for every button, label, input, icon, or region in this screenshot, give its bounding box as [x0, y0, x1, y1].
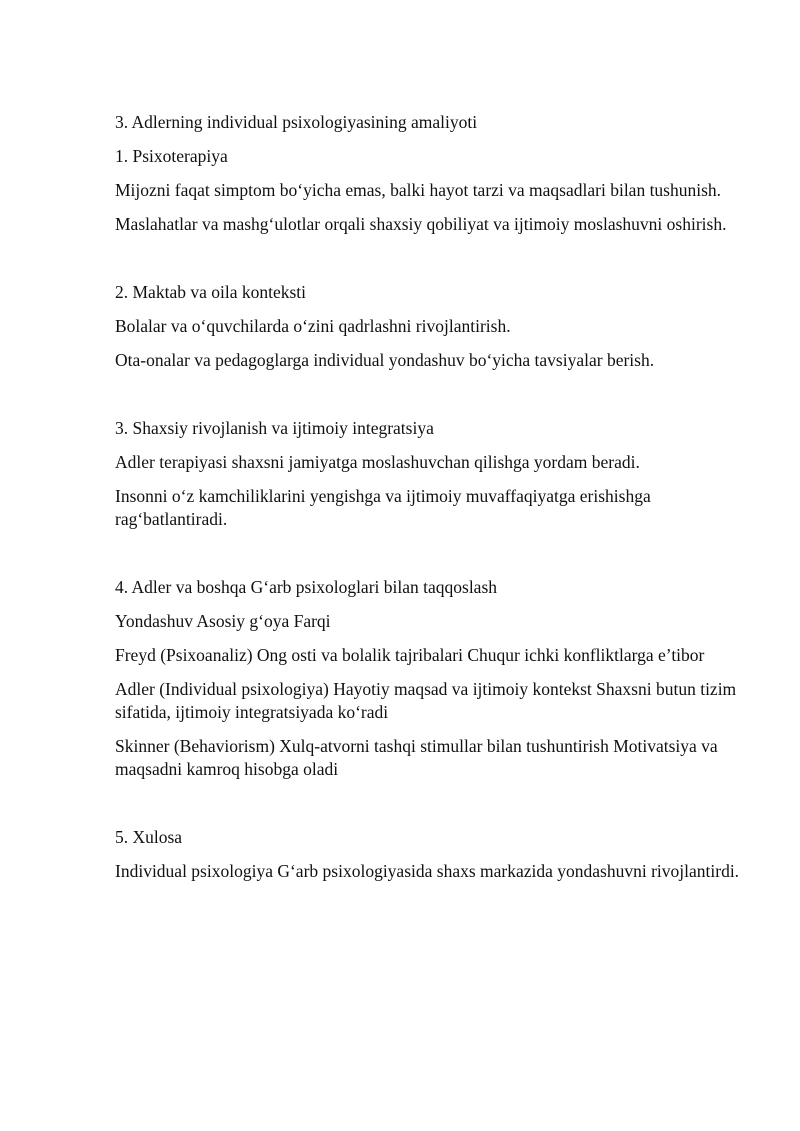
paragraph: Maslahatlar va mashg‘ulotlar orqali shaxsiy qobiliyat va ijtimoiy moslashuvni oshirish.	[115, 214, 727, 234]
paragraph: Individual psixologiya G‘arb psixologiyasida shaxs markazida yondashuvni rivojlantirdi.	[115, 861, 740, 881]
paragraph: Ota-onalar va pedagoglarga individual yondashuv bo‘yicha tavsiyalar berish.	[115, 350, 655, 370]
section-spacer	[115, 542, 745, 576]
section-heading: 4. Adler va boshqa G‘arb psixologlari bilan taqqoslash	[115, 577, 498, 597]
paragraph: Bolalar va o‘quvchilarda o‘zini qadrlashni rivojlantirish.	[115, 316, 511, 336]
section-psychotherapy	[115, 145, 745, 236]
section-heading: 2. Maktab va oila konteksti	[115, 282, 307, 302]
section-heading: 3. Adlerning individual psixologiyasining amaliyoti	[115, 112, 478, 132]
section-personal-development	[115, 417, 745, 531]
paragraph: Mijozni faqat simptom bo‘yicha emas, balki hayot tarzi va maqsadlari bilan tushunish.	[115, 180, 722, 200]
paragraph: Insonni o‘z kamchiliklarini yengishga va ijtimoiy muvaffaqiyatga erishishga rag‘batlantiradi.	[115, 486, 651, 529]
section-conclusion	[115, 826, 745, 883]
section-school-family	[115, 281, 745, 372]
section-spacer	[115, 247, 745, 281]
comparison-row-freud: Freyd (Psixoanaliz) Ong osti va bolalik tajribalari Chuqur ichki konfliktlarga e’tibor	[115, 645, 705, 665]
section-heading: 1. Psixoterapiya	[115, 146, 228, 166]
comparison-header-row: Yondashuv Asosiy g‘oya Farqi	[115, 611, 331, 631]
document-page	[115, 111, 745, 894]
section-spacer	[115, 383, 745, 417]
section-practice	[115, 111, 745, 134]
section-heading: 3. Shaxsiy rivojlanish va ijtimoiy integratsiya	[115, 418, 434, 438]
section-heading: 5. Xulosa	[115, 827, 183, 847]
section-spacer	[115, 792, 745, 826]
section-comparison	[115, 576, 745, 781]
comparison-row-adler: Adler (Individual psixologiya) Hayotiy maqsad va ijtimoiy kontekst Shaxsni butun tizim sifatida, ijtimoiy integratsiyada ko‘radi	[115, 679, 737, 722]
comparison-row-skinner: Skinner (Behaviorism) Xulq-atvorni tashqi stimullar bilan tushuntirish Motivatsiya va maqsadni kamroq hisobga oladi	[115, 736, 718, 779]
paragraph: Adler terapiyasi shaxsni jamiyatga moslashuvchan qilishga yordam beradi.	[115, 452, 640, 472]
